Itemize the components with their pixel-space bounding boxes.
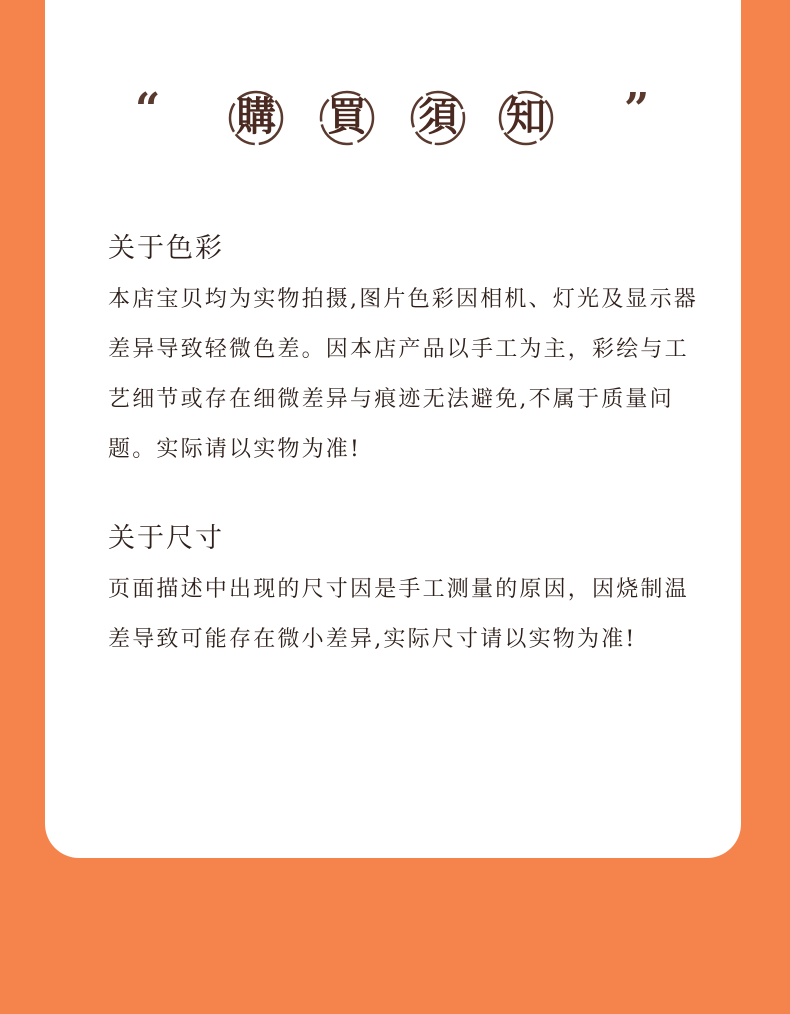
- section-body: 页面描述中出现的尺寸因是手工测量的原因，因烧制温差导致可能存在微小差异,实际尺寸请以实物为准!: [108, 577, 689, 652]
- title-char: 買: [327, 93, 367, 140]
- title-char: 購: [236, 93, 276, 140]
- title-seal-1: [226, 88, 286, 148]
- open-quote-mark: “: [135, 84, 161, 135]
- purchase-notice-title: [0, 82, 790, 152]
- title-seal-3: [408, 88, 468, 148]
- section-heading: 关于尺寸: [108, 523, 224, 554]
- size-notice-section: [108, 519, 708, 665]
- close-quote-mark: ”: [624, 84, 650, 135]
- color-notice-section: [108, 229, 708, 475]
- section-heading: 关于色彩: [108, 233, 224, 264]
- title-char: 須: [418, 93, 458, 140]
- title-seal-4: [496, 88, 556, 148]
- section-body: 本店宝贝均为实物拍摄,图片色彩因相机、灯光及显示器差异导致轻微色差。因本店产品以手工为主，彩绘与工艺细节或存在细微差异与痕迹无法避免,不属于质量问题。实际请以实物为准!: [108, 287, 698, 462]
- title-char: 知: [506, 93, 546, 140]
- title-seal-2: [317, 88, 377, 148]
